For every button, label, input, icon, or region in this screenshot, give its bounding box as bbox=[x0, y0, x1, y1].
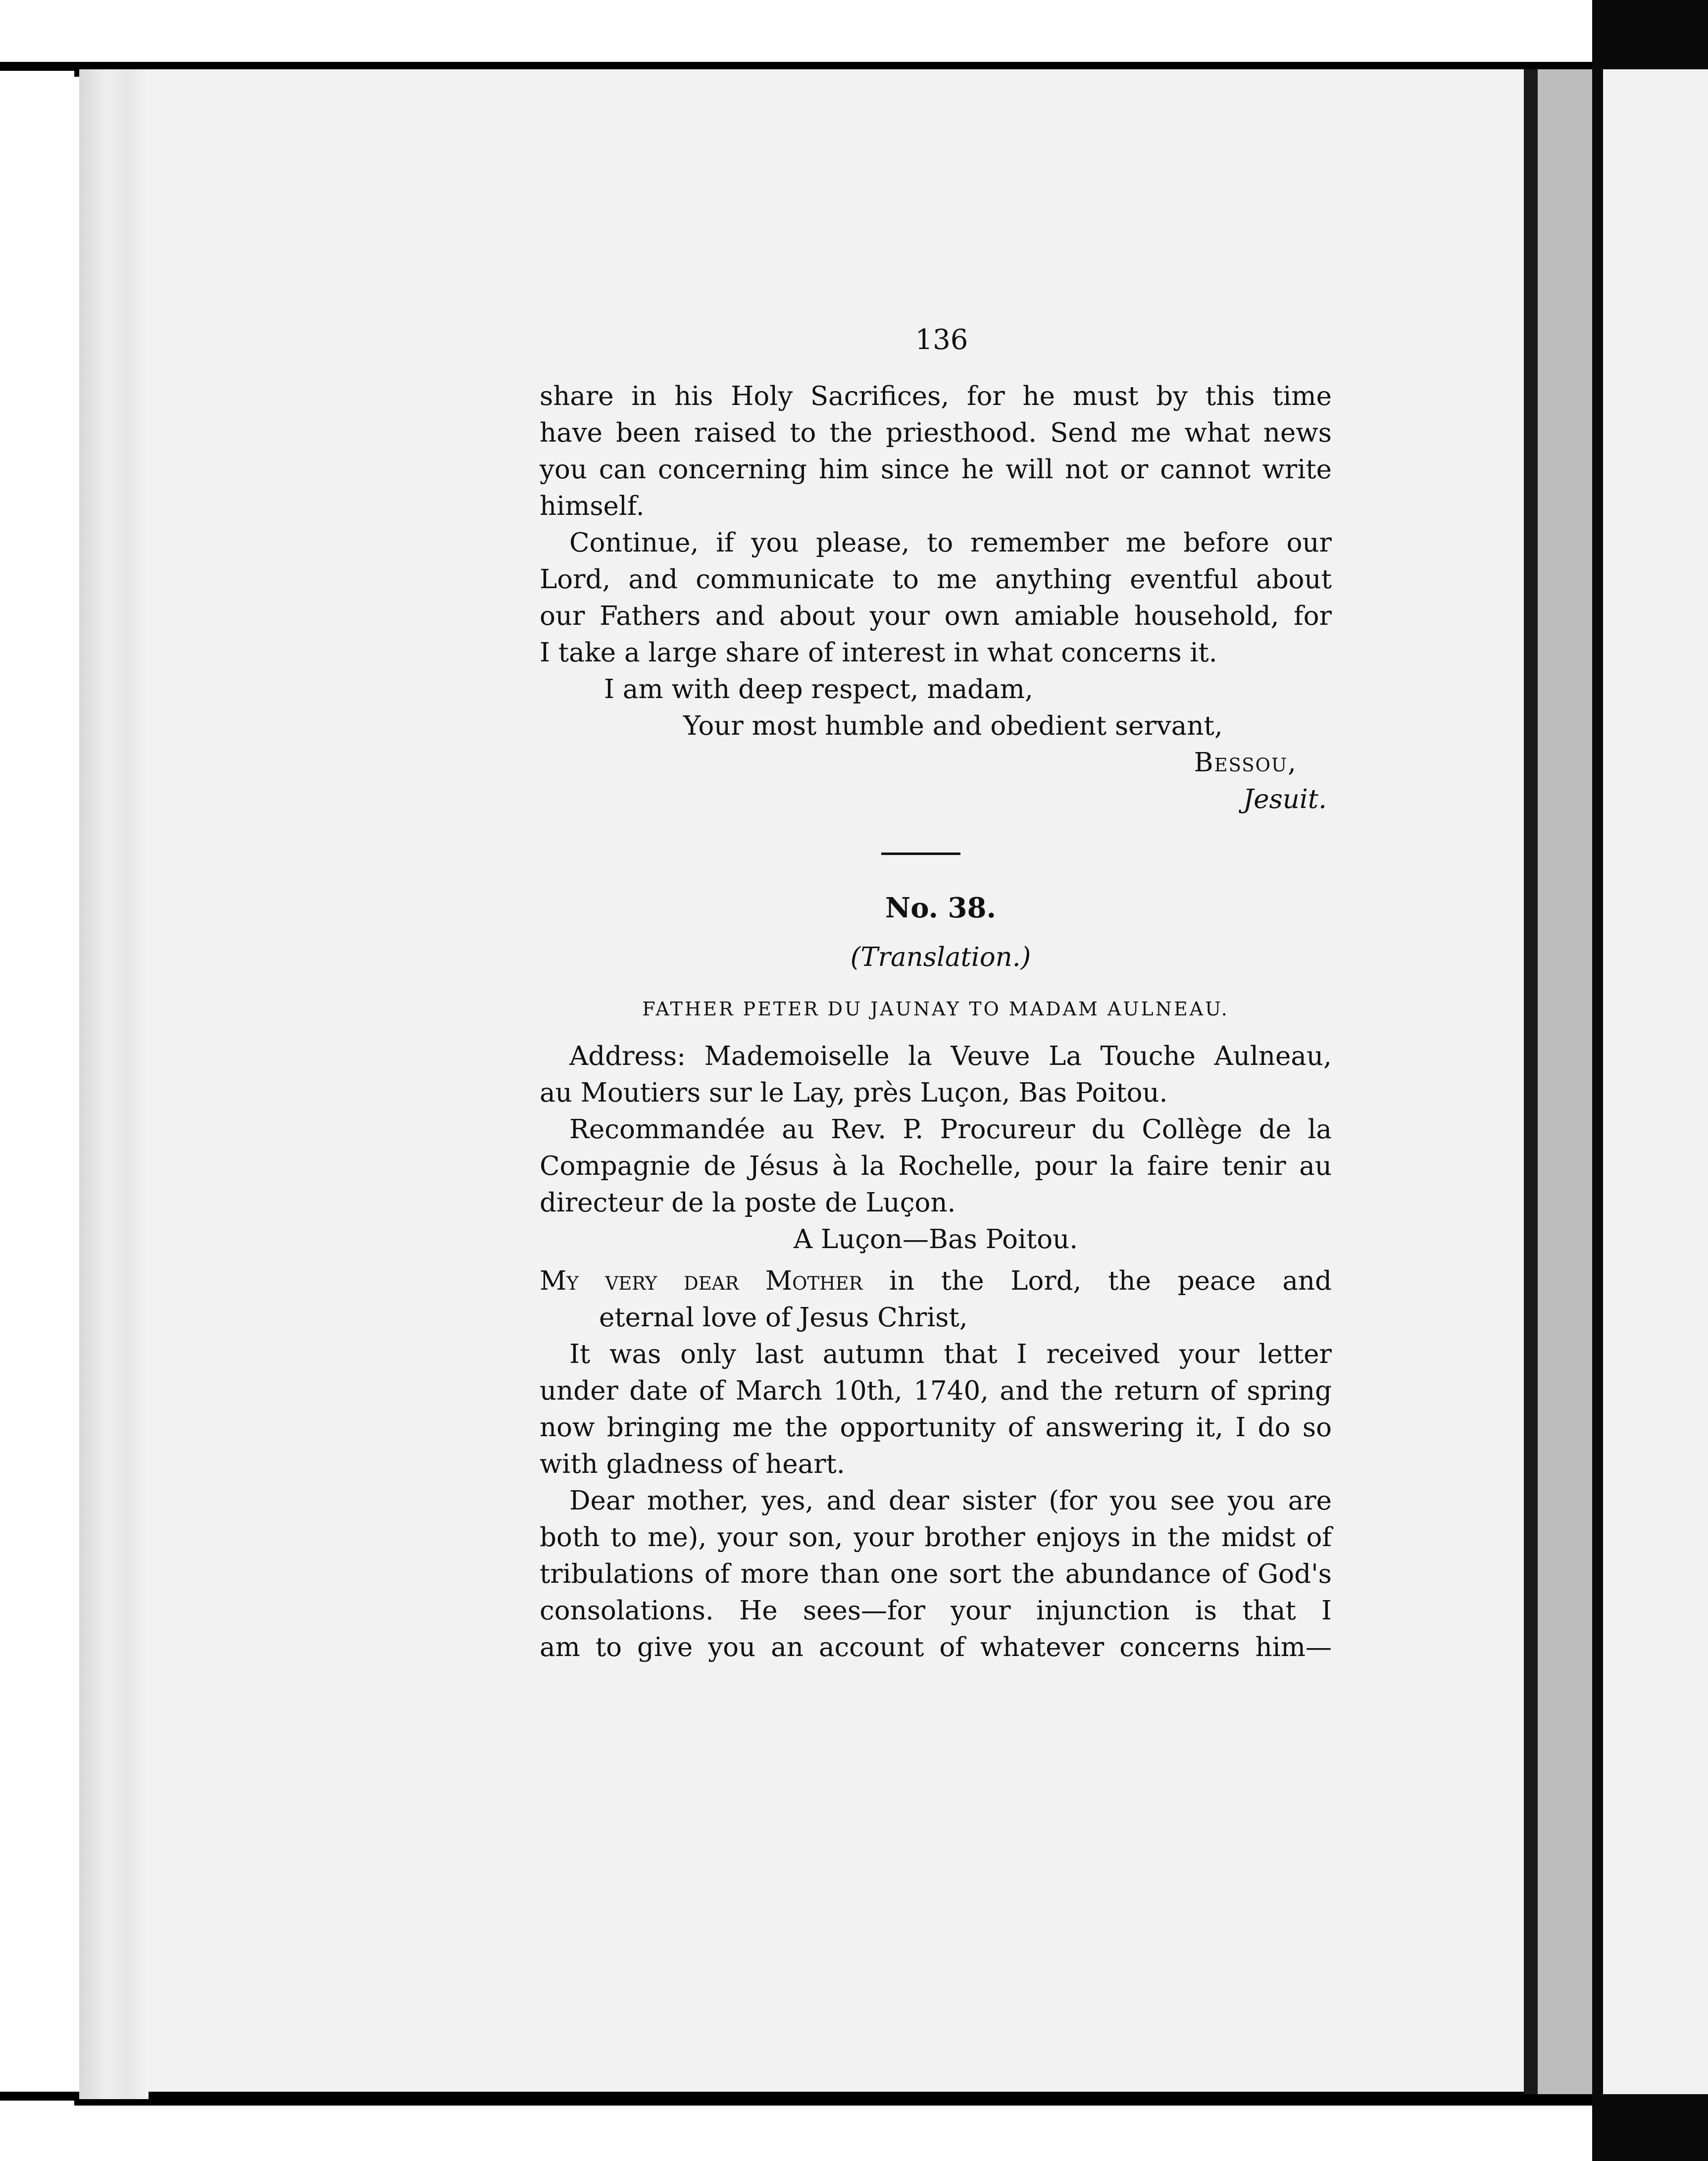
address-block bbox=[540, 1038, 1332, 1111]
salutation-lead: My very dear Mother bbox=[540, 1266, 863, 1296]
text-line: Address: Mademoiselle la Veuve La Touche Aulneau, bbox=[569, 1041, 1332, 1071]
text-line: consolations. He sees—for your injunction is that I bbox=[540, 1596, 1332, 1626]
page-text bbox=[540, 322, 1332, 1666]
text-line: Continue, if you please, to remember me before our bbox=[569, 528, 1332, 558]
text-line: Lord, and communicate to me anything eventful about bbox=[540, 564, 1332, 595]
text-line: au Moutiers sur le Lay, près Luçon, Bas Poitou. bbox=[540, 1078, 1168, 1108]
page-edge-left bbox=[79, 69, 149, 2099]
text-line: now bringing me the opportunity of answering it, I do so bbox=[540, 1412, 1332, 1443]
text-line: you can concerning him since he will not or cannot write bbox=[540, 454, 1332, 485]
text-line: tribulations of more than one sort the abundance of God's bbox=[540, 1559, 1332, 1589]
letter-heading: FATHER PETER DU JAUNAY TO MADAM AULNEAU. bbox=[642, 998, 1229, 1020]
closing-line-2: Your most humble and obedient servant, bbox=[683, 711, 1223, 741]
salutation bbox=[540, 1263, 1332, 1336]
next-page-edge bbox=[1603, 69, 1708, 2094]
text-line: am to give you an account of whatever concerns him— bbox=[540, 1632, 1332, 1662]
body-paragraph-2 bbox=[540, 1483, 1332, 1666]
document-number: No. 38. bbox=[885, 892, 996, 924]
signature-name: Bessou, bbox=[1194, 748, 1297, 778]
text-line: directeur de la poste de Luçon. bbox=[540, 1188, 956, 1218]
text-line: both to me), your son, your brother enjoys in the midst of bbox=[540, 1522, 1332, 1553]
film-frame-bottom-left bbox=[0, 2092, 79, 2101]
body-paragraph-1 bbox=[540, 1336, 1332, 1483]
text-line: our Fathers and about your own amiable household, for bbox=[540, 601, 1332, 631]
text-line: himself. bbox=[540, 491, 645, 521]
text-line: I take a large share of interest in what concerns it. bbox=[540, 638, 1217, 668]
destination: A Luçon—Bas Poitou. bbox=[793, 1224, 1078, 1255]
closing-line-1: I am with deep respect, madam, bbox=[604, 674, 1033, 704]
signature-title: Jesuit. bbox=[1243, 784, 1327, 814]
text-line: under date of March 10th, 1740, and the return of spring bbox=[540, 1376, 1332, 1406]
film-frame-top-left bbox=[0, 62, 79, 71]
salutation-line-1 bbox=[540, 1263, 1332, 1300]
text-line: have been raised to the priesthood. Send me what news bbox=[540, 418, 1332, 448]
salutation-line-2: eternal love of Jesus Christ, bbox=[599, 1303, 968, 1333]
text-line: with gladness of heart. bbox=[540, 1449, 845, 1479]
text-line: Dear mother, yes, and dear sister (for you see you are bbox=[569, 1486, 1332, 1516]
film-frame-bottom bbox=[74, 2092, 1708, 2106]
continuation-paragraph-1 bbox=[540, 378, 1332, 525]
salutation-rest: in the Lord, the peace and bbox=[862, 1266, 1332, 1296]
page-number: 136 bbox=[915, 324, 968, 356]
page-edge-right-gray bbox=[1538, 69, 1592, 2094]
translation-note: (Translation.) bbox=[850, 942, 1031, 972]
text-line: Recommandée au Rev. P. Procureur du Collège de la bbox=[569, 1114, 1332, 1145]
page-edge-right-line bbox=[1524, 69, 1538, 2094]
section-divider bbox=[881, 853, 960, 855]
recommendation-block bbox=[540, 1111, 1332, 1221]
continuation-paragraph-2 bbox=[540, 525, 1332, 671]
text-line: Compagnie de Jésus à la Rochelle, pour la faire tenir au bbox=[540, 1151, 1332, 1181]
text-line: It was only last autumn that I received your letter bbox=[569, 1339, 1332, 1369]
text-line: share in his Holy Sacrifices, for he must by this time bbox=[540, 381, 1332, 411]
